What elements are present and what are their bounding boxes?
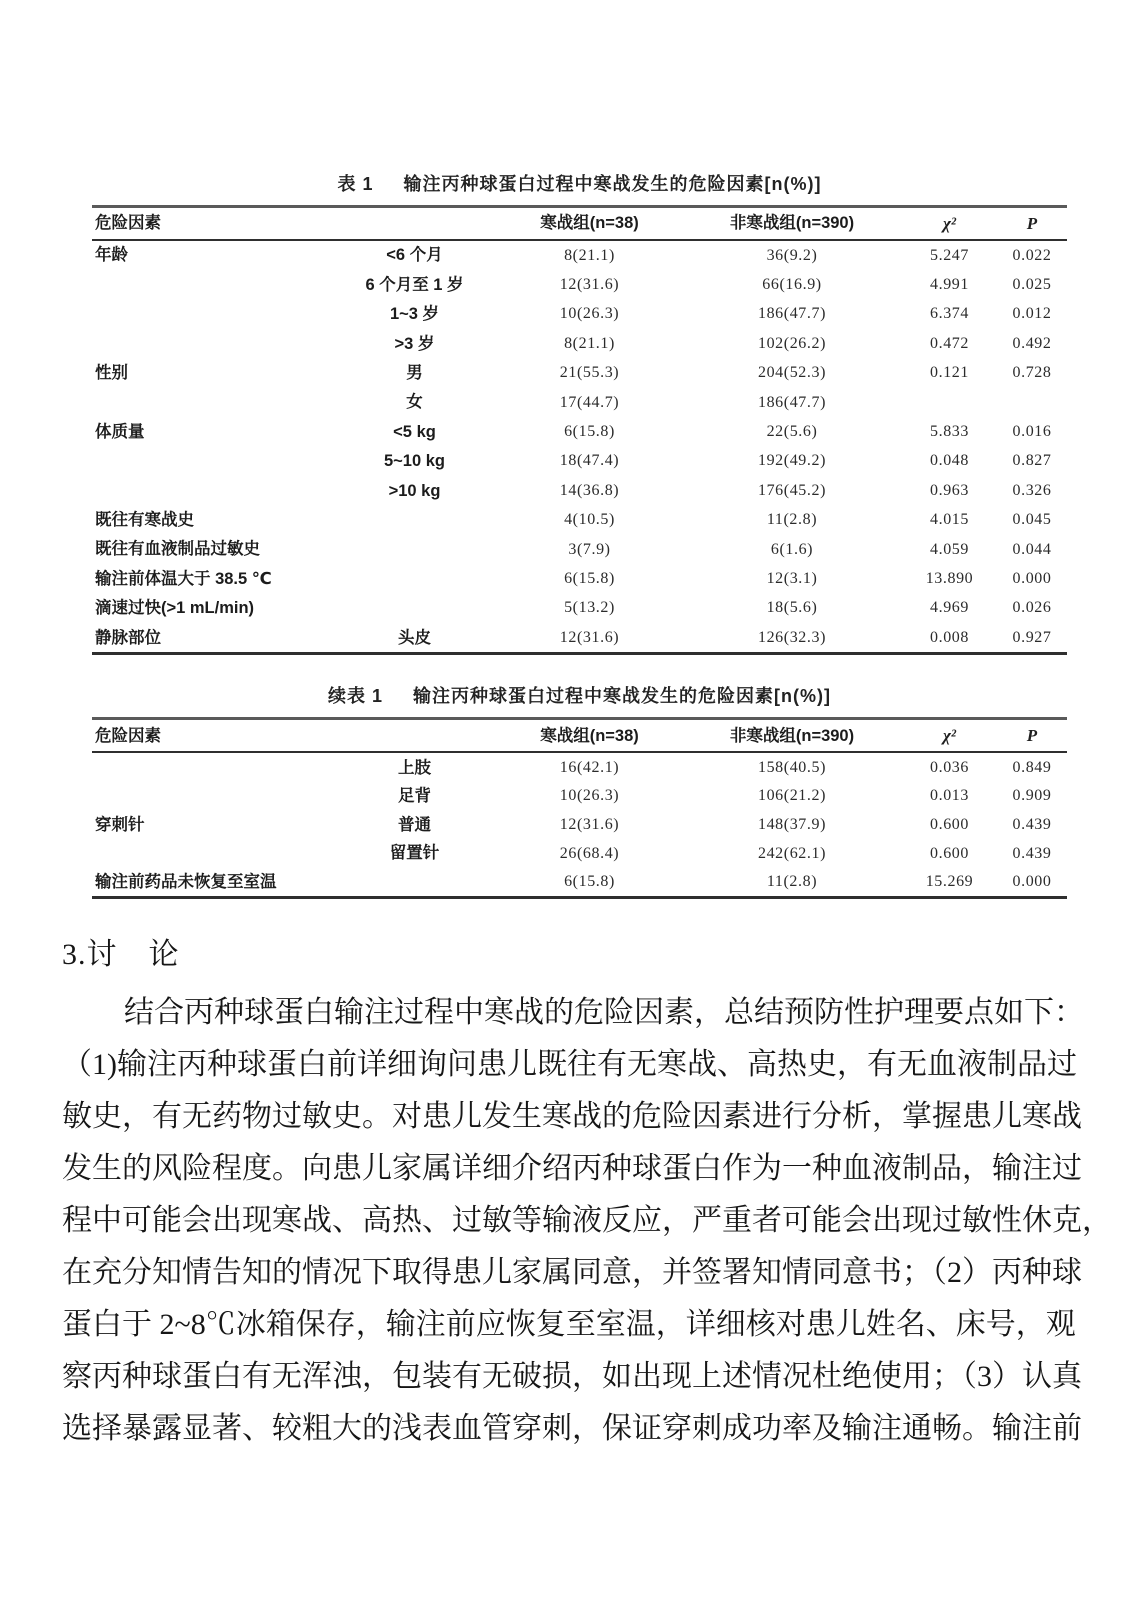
cell-chi2: 15.269 bbox=[925, 873, 974, 891]
cell-group1: 14(36.8) bbox=[559, 481, 620, 499]
table-row bbox=[92, 535, 1067, 564]
table2-caption bbox=[92, 682, 1067, 708]
cell-p: 0.439 bbox=[1012, 815, 1052, 833]
discussion-heading: 3.讨 论 bbox=[62, 938, 180, 972]
table-row bbox=[92, 594, 1067, 623]
paragraph-line: 选择暴露显著、较粗大的浅表血管穿刺，保证穿刺成功率及输注通畅。输注前 bbox=[62, 1412, 1082, 1446]
cell-category: <6 个月 bbox=[386, 246, 443, 265]
cell-group1: 10(26.3) bbox=[559, 305, 620, 323]
cell-p: 0.849 bbox=[1012, 758, 1052, 776]
cell-p: 0.827 bbox=[1012, 452, 1052, 470]
cell-group2: 192(49.2) bbox=[757, 452, 827, 470]
table1-caption-title: 输注丙种球蛋白过程中寒战发生的危险因素[n(%)] bbox=[403, 174, 822, 194]
table-row bbox=[92, 388, 1067, 417]
table-row bbox=[92, 623, 1067, 652]
cell-chi2: 0.121 bbox=[930, 364, 969, 382]
cell-chi2: 4.015 bbox=[930, 511, 969, 529]
cell-chi2: 0.963 bbox=[930, 481, 969, 499]
cell-chi2: 4.969 bbox=[930, 599, 969, 617]
cell-p: 0.022 bbox=[1012, 246, 1052, 264]
cell-group2: 66(16.9) bbox=[762, 276, 822, 294]
table-row bbox=[92, 839, 1067, 868]
cell-chi2: 0.600 bbox=[930, 815, 969, 833]
paragraph-line: 蛋白于 2~8℃冰箱保存，输注前应恢复至室温，详细核对患儿姓名、床号，观 bbox=[62, 1308, 1076, 1342]
cell-p: 0.326 bbox=[1012, 481, 1052, 499]
cell-p: 0.909 bbox=[1012, 787, 1052, 805]
cell-group1: 21(55.3) bbox=[559, 364, 620, 382]
table-row bbox=[92, 506, 1067, 535]
cell-p: 0.045 bbox=[1012, 511, 1052, 529]
cell-category: 头皮 bbox=[398, 628, 431, 647]
cell-factor: 输注前体温大于 38.5 ℃ bbox=[95, 569, 272, 588]
table-row bbox=[92, 300, 1067, 329]
cell-factor: 输注前药品未恢复至室温 bbox=[95, 872, 277, 891]
table2-caption-title: 输注丙种球蛋白过程中寒战发生的危险因素[n(%)] bbox=[413, 686, 831, 707]
table-row bbox=[92, 811, 1067, 840]
cell-group1: 6(15.8) bbox=[564, 873, 615, 891]
cell-group1: 6(15.8) bbox=[564, 423, 615, 441]
cell-category: >10 kg bbox=[388, 481, 441, 500]
cell-p: 0.439 bbox=[1012, 844, 1052, 862]
table-row bbox=[92, 417, 1067, 446]
cell-p: 0.044 bbox=[1012, 540, 1052, 558]
table2-section bbox=[92, 682, 1067, 899]
cell-factor: 体质量 bbox=[95, 422, 145, 441]
cell-chi2: 13.890 bbox=[925, 569, 974, 587]
cell-group2: 11(2.8) bbox=[766, 511, 818, 529]
cell-category: 1~3 岁 bbox=[389, 305, 440, 324]
table-row bbox=[92, 868, 1067, 897]
cell-group2: 176(45.2) bbox=[757, 481, 827, 499]
table-row bbox=[92, 753, 1067, 782]
cell-group1: 6(15.8) bbox=[564, 569, 615, 587]
cell-group1: 3(7.9) bbox=[568, 540, 611, 558]
table-row bbox=[92, 270, 1067, 299]
cell-factor: 性别 bbox=[95, 364, 128, 382]
cell-category: 留置针 bbox=[389, 844, 440, 863]
cell-p: 0.026 bbox=[1012, 599, 1052, 617]
cell-group2: 148(37.9) bbox=[757, 815, 827, 833]
cell-factor: 年龄 bbox=[95, 246, 128, 265]
cell-group1: 17(44.7) bbox=[559, 393, 620, 411]
cell-group2: 36(9.2) bbox=[766, 246, 818, 264]
header-p: P bbox=[1026, 726, 1038, 746]
table2-header-row bbox=[92, 720, 1067, 753]
table-row bbox=[92, 241, 1067, 270]
cell-group2: 186(47.7) bbox=[757, 305, 827, 323]
header-chi2: χ² bbox=[943, 726, 956, 746]
cell-p: 0.016 bbox=[1012, 423, 1052, 441]
paragraph-line: 发生的风险程度。向患儿家属详细介绍丙种球蛋白作为一种血液制品，输注过 bbox=[62, 1152, 1082, 1186]
cell-factor: 既往有寒战史 bbox=[95, 510, 194, 529]
cell-factor: 既往有血液制品过敏史 bbox=[95, 540, 260, 559]
cell-group2: 242(62.1) bbox=[757, 844, 827, 862]
table1-caption bbox=[92, 170, 1067, 196]
cell-chi2: 0.600 bbox=[930, 844, 969, 862]
header-group1: 寒战组(n=38) bbox=[540, 214, 639, 233]
cell-chi2: 0.048 bbox=[930, 452, 969, 470]
cell-group1: 8(21.1) bbox=[564, 246, 615, 264]
cell-chi2: 0.472 bbox=[930, 334, 969, 352]
paragraph-line: 在充分知情告知的情况下取得患儿家属同意，并签署知情同意书；（2）丙种球 bbox=[62, 1256, 1082, 1290]
cell-group2: 204(52.3) bbox=[757, 364, 827, 382]
paragraph-line: （1)输注丙种球蛋白前详细询问患儿既往有无寒战、高热史，有无血液制品过 bbox=[62, 1048, 1077, 1082]
table-row bbox=[92, 359, 1067, 388]
cell-group2: 18(5.6) bbox=[766, 599, 818, 617]
cell-group1: 18(47.4) bbox=[559, 452, 620, 470]
cell-p: 0.492 bbox=[1012, 334, 1052, 352]
table1-caption-label: 表 1 bbox=[337, 174, 374, 194]
cell-p: 0.728 bbox=[1012, 364, 1052, 382]
cell-category: 6 个月至 1 岁 bbox=[365, 275, 464, 294]
cell-group2: 6(1.6) bbox=[770, 540, 814, 558]
cell-group2: 126(32.3) bbox=[757, 628, 827, 646]
cell-chi2: 6.374 bbox=[930, 305, 969, 323]
cell-group2: 102(26.2) bbox=[757, 334, 827, 352]
header-group2: 非寒战组(n=390) bbox=[729, 214, 855, 233]
header-group2: 非寒战组(n=390) bbox=[729, 726, 855, 745]
paragraph-line: 察丙种球蛋白有无浑浊，包装有无破损，如出现上述情况杜绝使用；（3）认真 bbox=[62, 1360, 1082, 1394]
cell-factor: 滴速过快(>1 mL/min) bbox=[95, 599, 255, 618]
cell-group1: 4(10.5) bbox=[564, 511, 615, 529]
table1-section bbox=[92, 170, 1067, 655]
paragraph-line: 结合丙种球蛋白输注过程中寒战的危险因素，总结预防性护理要点如下： bbox=[124, 996, 1084, 1030]
header-group1: 寒战组(n=38) bbox=[540, 726, 639, 745]
cell-group1: 5(13.2) bbox=[564, 599, 615, 617]
cell-p: 0.012 bbox=[1012, 305, 1052, 323]
cell-group2: 186(47.7) bbox=[757, 393, 827, 411]
header-factor: 危险因素 bbox=[95, 214, 161, 233]
cell-group1: 12(31.6) bbox=[559, 276, 620, 294]
cell-group2: 12(3.1) bbox=[766, 569, 818, 587]
header-p: P bbox=[1026, 214, 1038, 233]
cell-chi2: 0.013 bbox=[930, 787, 969, 805]
table2-caption-label: 续表 1 bbox=[328, 686, 384, 707]
table-row bbox=[92, 329, 1067, 358]
cell-category: 上肢 bbox=[398, 758, 431, 777]
table-row bbox=[92, 476, 1067, 505]
cell-category: 女 bbox=[406, 393, 423, 412]
cell-chi2: 4.059 bbox=[930, 540, 969, 558]
cell-chi2: 0.036 bbox=[930, 758, 969, 776]
table1-header-row bbox=[92, 208, 1067, 241]
cell-p: 0.000 bbox=[1012, 873, 1052, 891]
header-factor: 危险因素 bbox=[95, 726, 161, 745]
table-row bbox=[92, 782, 1067, 811]
cell-p: 0.000 bbox=[1012, 569, 1052, 587]
cell-factor: 穿刺针 bbox=[95, 815, 145, 834]
cell-p: 0.927 bbox=[1012, 628, 1052, 646]
table-row bbox=[92, 564, 1067, 593]
header-chi2: χ² bbox=[943, 214, 956, 233]
cell-p: 0.025 bbox=[1012, 276, 1052, 294]
discussion-paragraph bbox=[62, 987, 1112, 1455]
cell-group2: 11(2.8) bbox=[766, 873, 818, 891]
cell-group2: 158(40.5) bbox=[757, 758, 827, 776]
cell-category: >3 岁 bbox=[394, 334, 435, 353]
table1 bbox=[92, 205, 1067, 655]
cell-chi2: 5.833 bbox=[930, 423, 969, 441]
cell-group1: 12(31.6) bbox=[559, 815, 620, 833]
cell-group1: 8(21.1) bbox=[564, 334, 615, 352]
paragraph-line: 程中可能会出现寒战、高热、过敏等输液反应，严重者可能会出现过敏性休克， bbox=[62, 1204, 1112, 1238]
cell-group1: 12(31.6) bbox=[559, 628, 620, 646]
table-row bbox=[92, 447, 1067, 476]
cell-chi2: 4.991 bbox=[930, 276, 969, 294]
cell-factor: 静脉部位 bbox=[95, 628, 161, 647]
cell-group1: 16(42.1) bbox=[559, 758, 620, 776]
cell-chi2: 0.008 bbox=[930, 628, 969, 646]
cell-category: 男 bbox=[406, 364, 423, 382]
cell-category: <5 kg bbox=[393, 422, 436, 441]
cell-chi2: 5.247 bbox=[930, 246, 969, 264]
table2 bbox=[92, 717, 1067, 899]
cell-group2: 106(21.2) bbox=[757, 787, 827, 805]
cell-category: 5~10 kg bbox=[383, 452, 445, 471]
cell-group1: 26(68.4) bbox=[559, 844, 620, 862]
cell-group2: 22(5.6) bbox=[766, 423, 818, 441]
cell-group1: 10(26.3) bbox=[559, 787, 620, 805]
cell-category: 普通 bbox=[398, 815, 431, 834]
discussion-section bbox=[62, 929, 1112, 1455]
cell-category: 足背 bbox=[398, 787, 431, 806]
paragraph-line: 敏史，有无药物过敏史。对患儿发生寒战的危险因素进行分析，掌握患儿寒战 bbox=[62, 1100, 1082, 1134]
